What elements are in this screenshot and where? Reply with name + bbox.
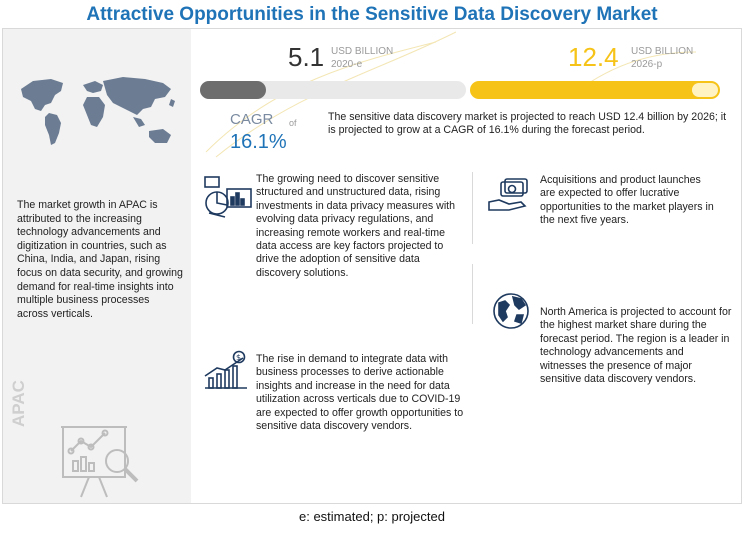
market-unit-2020: USD BILLION 2020-e bbox=[331, 46, 394, 70]
cagr-of: of bbox=[289, 118, 297, 128]
progress-bar-2026-fill bbox=[470, 81, 720, 99]
divider bbox=[472, 172, 473, 244]
page-title: Attractive Opportunities in the Sensitive Data Discovery Market bbox=[86, 4, 658, 25]
apac-region-label: APAC bbox=[9, 380, 28, 427]
apac-description: The market growth in APAC is attributed to the increasing technology advancements and digitization in countries, such as China, India, and Japan, rising focus on data security, and growing demand for real-time insights into multiple business processes across verticals. bbox=[17, 199, 183, 320]
point-covid: The rise in demand to integrate data with business processes to derive actionable insights and increase in the need for data utilization across verticals due to COVID-19 are expected to offer growth opportunities to sensitive data discovery vendors. bbox=[256, 353, 464, 433]
money-hand-icon bbox=[487, 178, 529, 214]
market-value-2026: 12.4 bbox=[568, 42, 619, 72]
market-analysis-icon bbox=[59, 421, 149, 501]
market-unit-2026: USD BILLION 2026-p bbox=[631, 46, 694, 70]
point-drivers: The growing need to discover sensitive structured and unstructured data, rising investments in data privacy measures with evolving data privacy regulations, and increasing remote workers and real-time data access are key factors projected to drive the adoption of sensitive data discovery solutions. bbox=[256, 173, 456, 279]
progress-bar-2026-cap bbox=[692, 83, 718, 97]
apac-panel bbox=[3, 29, 191, 503]
market-value-2020: 5.1 bbox=[288, 42, 325, 72]
globe-icon bbox=[491, 291, 531, 331]
footnote: e: estimated; p: projected bbox=[299, 509, 445, 524]
point-region: North America is projected to account for the highest market share during the forecast period. The region is a leader in technology advancements and witnesses the presence of major sensitive data discovery vendors. bbox=[540, 306, 732, 386]
point-opportunities: Acquisitions and product launches are expected to offer lucrative opportunities to the market players in the next five years. bbox=[540, 174, 714, 227]
world-map-icon bbox=[11, 69, 183, 153]
growth-chart-icon bbox=[203, 350, 249, 390]
cagr-label: CAGR bbox=[230, 111, 274, 128]
data-analysis-icon bbox=[203, 175, 253, 219]
progress-bar-2020-fill bbox=[200, 81, 266, 99]
svg-text:$: $ bbox=[236, 353, 242, 362]
market-summary: The sensitive data discovery market is projected to reach USD 12.4 billion by 2026; it is projected to grow at a CAGR of 16.1% during the forecast period. bbox=[328, 111, 727, 137]
divider bbox=[472, 264, 473, 324]
cagr-value: 16.1% bbox=[230, 131, 287, 153]
